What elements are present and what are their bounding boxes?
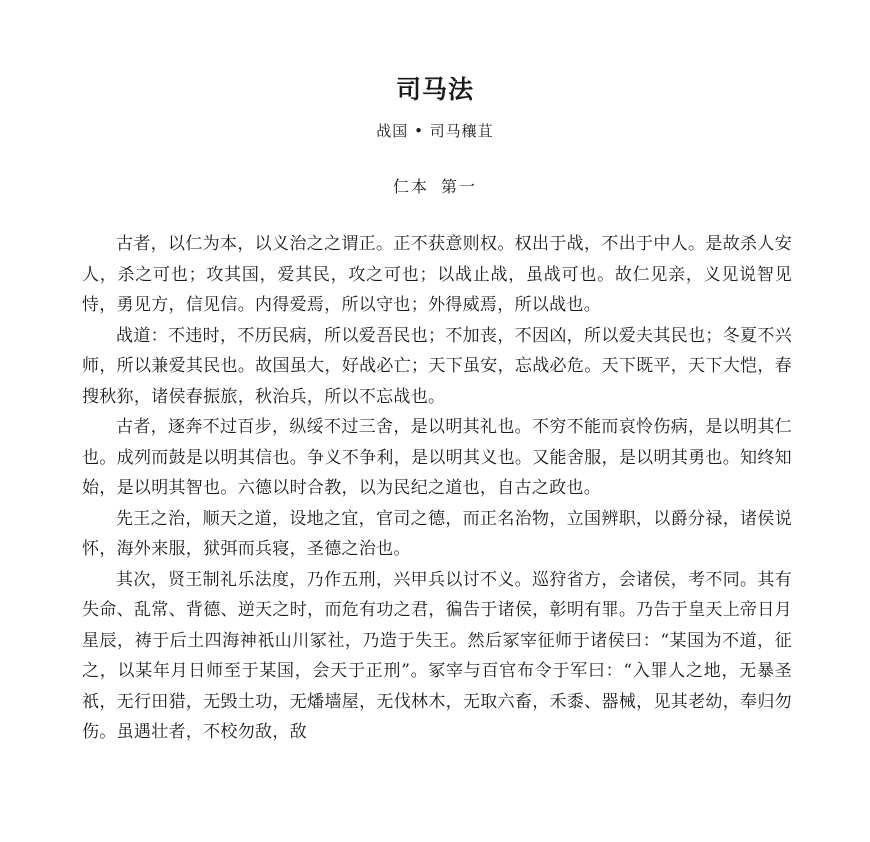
paragraph-1: 古者，以仁为本，以义治之之谓正。正不获意则权。权出于战，不出于中人。是故杀人安人，杀之可也；攻其国，爱其民，攻之可也；以战止战，虽战可也。故仁见亲，义见说智见恃，勇见方，信见信。内得爱焉，所以守也；外得威焉，所以战也。 — [82, 234, 792, 315]
author-line: 战国 • 司马穰苴 — [376, 122, 494, 140]
chapter-name: 仁本 — [392, 177, 429, 196]
paragraph-3: 古者，逐奔不过百步，纵绥不过三舍，是以明其礼也。不穷不能而哀怜伤病，是以明其仁也。成列而鼓是以明其信也。争义不争利，是以明其义也。又能舍服，是以明其勇也。知终知始，是以明其智也。六德以时合教，以为民纪之道也，自古之政也。 — [82, 417, 792, 498]
paragraph-2: 战道：不违时，不历民病，所以爱吾民也；不加丧，不因凶，所以爱夫其民也；冬夏不兴师，所以兼爱其民也。故国虽大，好战必亡；天下虽安，忘战必危。天下既平，天下大恺，春搜秋狝，诸侯春振旅，秋治兵，所以不忘战也。 — [82, 325, 792, 407]
paragraph-5: 其次，贤王制礼乐法度，乃作五刑，兴甲兵以讨不义。巡狩省方，会诸侯，考不同。其有失命、乱常、背德、逆天之时，而危有功之君，徧告于诸侯，彰明有罪。乃告于皇天上帝日月星辰，祷于后土四海神祇山川冢社，乃造于失王。然后冢宰征师于诸侯曰：“某国为不道，征之，以某年月日师至于某国，会天于正刑”。冢宰与百官布令于军曰：“入罪人之地，无暴圣祇，无行田猎，无毁土功，无燔墙屋，无伐林木，无取六畜，禾黍、器械，见其老幼，奉归勿伤。虽遇壮者，不校勿敌，敌 — [82, 569, 792, 742]
document-title: 司马法 — [395, 75, 474, 104]
chapter-number: 第一 — [441, 177, 478, 196]
paragraph-4: 先王之治，顺天之道，设地之宜，官司之德，而正名治物，立国辨职，以爵分禄，诸侯说怀，海外来服，狱弭而兵寝，圣德之治也。 — [82, 508, 792, 559]
body-text — [82, 229, 792, 748]
chapter-heading — [0, 176, 870, 198]
